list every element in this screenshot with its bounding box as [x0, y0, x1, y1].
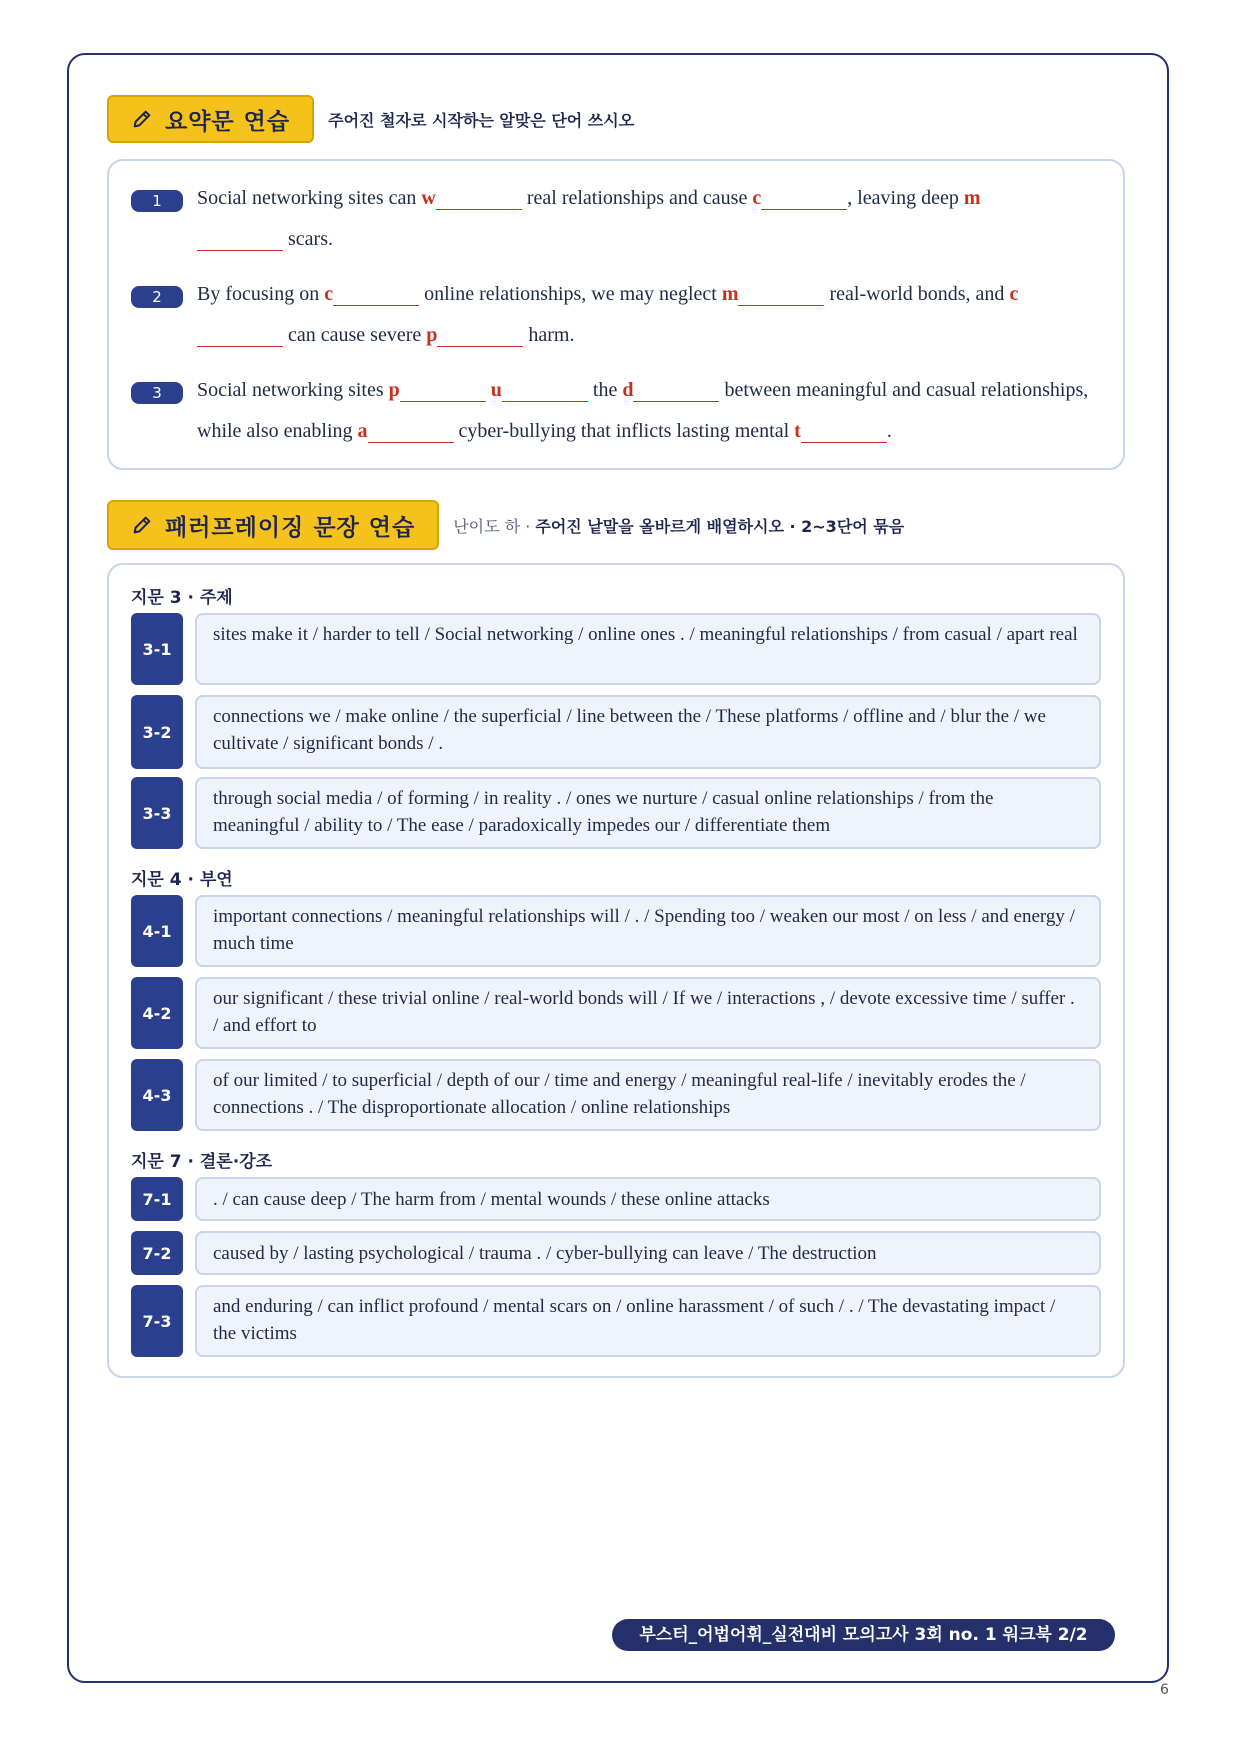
answer-blank[interactable]	[436, 181, 522, 210]
summary-text: can cause severe	[283, 324, 427, 346]
group-title: 지문 4 · 부연	[131, 870, 233, 890]
paraphrase-row	[131, 977, 1101, 1049]
summary-text: , leaving deep	[847, 187, 964, 209]
item-number-badge: 1	[131, 190, 183, 212]
answer-initial: t	[794, 420, 801, 442]
paraphrase-title: 패러프레이징 문장 연습	[165, 514, 416, 541]
answer-initial: m	[963, 187, 981, 209]
paraphrase-row	[131, 1285, 1101, 1357]
paraphrase-row	[131, 1231, 1101, 1275]
paraphrase-header	[107, 500, 904, 550]
pencil-icon	[131, 108, 153, 130]
summary-text: real relationships and cause	[521, 187, 753, 209]
answer-blank[interactable]	[333, 277, 419, 306]
answer-initial: c	[324, 283, 334, 305]
scrambled-words: our significant / these trivial online / real-world bonds will / If we / interactions , / devote excessive time / suffer . / and effort to	[195, 977, 1101, 1049]
row-id-badge: 3-2	[131, 695, 183, 769]
scrambled-words: through social media / of forming / in reality . / ones we nurture / casual online relationships / from the meaningful / ability to / The ease / paradoxically impedes our / differentiate them	[195, 777, 1101, 849]
answer-blank[interactable]	[437, 318, 523, 347]
row-id-badge: 7-1	[131, 1177, 183, 1221]
scrambled-words: of our limited / to superficial / depth of our / time and energy / meaningful real-life / inevitably erodes the / connections . / The disproportionate allocation / online relationships	[195, 1059, 1101, 1131]
summary-text: the	[587, 379, 623, 401]
summary-text: Social networking sites	[197, 379, 389, 401]
answer-initial: a	[357, 420, 368, 442]
paraphrase-tab	[107, 500, 439, 550]
answer-blank[interactable]	[197, 222, 283, 251]
row-id-badge: 7-3	[131, 1285, 183, 1357]
row-id-badge: 4-3	[131, 1059, 183, 1131]
answer-initial: w	[421, 187, 436, 209]
summary-text: scars.	[283, 228, 333, 250]
summary-text: Social networking sites can	[197, 187, 422, 209]
item-number-badge: 3	[131, 382, 183, 404]
row-id-badge: 4-1	[131, 895, 183, 967]
answer-initial: u	[490, 379, 502, 401]
footer-label: 부스터_어법어휘_실전대비 모의고사 3회 no. 1 워크북 2/2	[612, 1619, 1115, 1651]
summary-item	[131, 178, 1103, 260]
summary-text: .	[886, 420, 892, 442]
scrambled-words: . / can cause deep / The harm from / mental wounds / these online attacks	[195, 1177, 1101, 1221]
group-title: 지문 7 · 결론·강조	[131, 1152, 273, 1172]
answer-initial: c	[752, 187, 762, 209]
answer-blank[interactable]	[738, 277, 824, 306]
pencil-icon	[131, 514, 153, 536]
scrambled-words: caused by / lasting psychological / trauma . / cyber-bullying can leave / The destruction	[195, 1231, 1101, 1275]
summary-text: online relationships, we may neglect	[419, 283, 722, 305]
answer-initial: d	[622, 379, 634, 401]
scrambled-words: connections we / make online / the superficial / line between the / These platforms / offline and / blur the / we cultivate / significant bonds / .	[195, 695, 1101, 769]
summary-text: between meaningful and casual relationships, while also enabling	[197, 379, 1089, 442]
answer-initial: c	[1009, 283, 1019, 305]
row-id-badge: 4-2	[131, 977, 183, 1049]
answer-blank[interactable]	[197, 318, 283, 347]
paraphrase-row	[131, 1059, 1101, 1131]
summary-text: By focusing on	[197, 283, 325, 305]
row-id-badge: 3-1	[131, 613, 183, 685]
scrambled-words: and enduring / can inflict profound / mental scars on / online harassment / of such / . / The devastating impact / the victims	[195, 1285, 1101, 1357]
summary-title: 요약문 연습	[165, 108, 291, 135]
answer-initial: p	[388, 379, 400, 401]
answer-blank[interactable]	[400, 373, 486, 402]
answer-initial: p	[426, 324, 438, 346]
answer-blank[interactable]	[502, 373, 588, 402]
summary-text: cyber-bullying that inflicts lasting mental	[453, 420, 795, 442]
paraphrase-row	[131, 895, 1101, 967]
answer-initial: m	[721, 283, 739, 305]
paraphrase-box	[107, 563, 1125, 1378]
summary-item	[131, 274, 1103, 356]
answer-blank[interactable]	[761, 181, 847, 210]
paraphrase-row	[131, 695, 1101, 769]
item-number-badge: 2	[131, 286, 183, 308]
scrambled-words: important connections / meaningful relationships will / . / Spending too / weaken our most / on less / and energy / much time	[195, 895, 1101, 967]
row-id-badge: 7-2	[131, 1231, 183, 1275]
scrambled-words: sites make it / harder to tell / Social networking / online ones . / meaningful relationships / from casual / apart real	[195, 613, 1101, 685]
paraphrase-row	[131, 613, 1101, 685]
summary-item	[131, 370, 1103, 452]
summary-box	[107, 159, 1125, 470]
answer-blank[interactable]	[633, 373, 719, 402]
page-number: 6	[1160, 1682, 1169, 1698]
paraphrase-instruction: 주어진 낱말을 올바르게 배열하시오 · 2~3단어 묶음	[535, 516, 905, 536]
group-title: 지문 3 · 주제	[131, 588, 233, 608]
summary-subtitle: 주어진 철자로 시작하는 알맞은 단어 쓰시오	[328, 110, 635, 130]
paraphrase-row	[131, 1177, 1101, 1221]
answer-blank[interactable]	[801, 414, 887, 443]
row-id-badge: 3-3	[131, 777, 183, 849]
paraphrase-row	[131, 777, 1101, 849]
summary-tab	[107, 95, 314, 143]
summary-text: real-world bonds, and	[824, 283, 1010, 305]
difficulty-label: 난이도 하 ·	[453, 516, 536, 536]
summary-text: harm.	[523, 324, 575, 346]
answer-blank[interactable]	[368, 414, 454, 443]
paraphrase-subtitle	[453, 514, 904, 537]
summary-header	[107, 95, 634, 143]
